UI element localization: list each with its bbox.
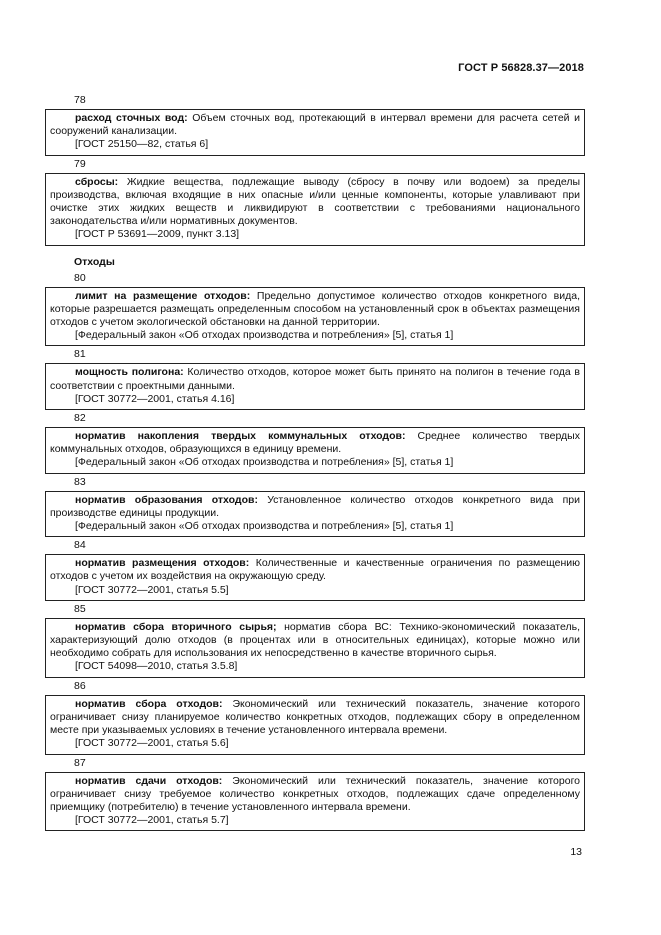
term-number: 84: [74, 539, 86, 552]
term-definition: Экономический или технический показатель, значение которого ограничивает снизу требуемое количество конкретных отходов, подлежащих сдаче определенному приемщику (потребителю) в течение установленного интервала времени.: [50, 774, 581, 813]
term-entry: [45, 363, 585, 410]
term-number: 79: [74, 157, 86, 170]
term-name: норматив сдачи отходов:: [75, 774, 223, 787]
term-number: 82: [74, 412, 86, 425]
term-name: мощность полигона:: [75, 366, 184, 379]
term-definition: Объем сточных вод, протекающий в интервал времени для расчета сетей и сооружений канализации.: [50, 112, 580, 138]
term-source: [ГОСТ 30772—2001, статья 5.7]: [75, 814, 229, 827]
term-definition: Предельно допустимое количество отходов конкретного вида, которые разрешается размещать определенным способом на установленный срок в объектах размещения отходов с учетом экологической обстановки на данной территории.: [50, 289, 581, 329]
term-number: 86: [74, 679, 86, 692]
term-definition: норматив сбора ВС: Технико-экономический показатель, характеризующий долю отходов (в процентах или в относительных единицах), которые можно или необходимо собрать для использования их непосредственно в качестве вторичного сырья.: [50, 620, 580, 660]
terms-content: [45, 92, 585, 831]
term-entry: [45, 695, 585, 755]
term-name: сбросы:: [75, 175, 119, 188]
term-name: лимит на размещение отходов:: [75, 289, 251, 302]
term-source: [Федеральный закон «Об отходах производства и потребления» [5], статья 1]: [75, 520, 454, 533]
term-source: [ГОСТ Р 53691—2009, пункт 3.13]: [75, 228, 240, 241]
term-entry: [45, 427, 585, 474]
term-definition: Жидкие вещества, подлежащие выводу (сбросу в почву или водоем) за пределы производства, включая входящие в них опасные и/или ценные компоненты, которые улавливают при очистке этих жидких веществ и ликвидируют в соответствии с требованиями национального законодательства и/или нормативных документов.: [50, 175, 580, 228]
term-number: 80: [74, 271, 86, 284]
term-entry: [45, 491, 585, 538]
term-entry: [45, 554, 585, 601]
term-source: [Федеральный закон «Об отходах производства и потребления» [5], статья 1]: [75, 456, 454, 469]
term-name: норматив размещения отходов:: [75, 557, 250, 570]
term-source: [ГОСТ 54098—2010, статья 3.5.8]: [75, 660, 238, 673]
term-name: норматив образования отходов:: [75, 493, 258, 506]
term-number: 87: [74, 756, 86, 769]
term-definition: Установленное количество отходов конкретного вида при производстве единицы продукции.: [50, 493, 581, 519]
term-entry: [45, 287, 585, 347]
term-name: расход сточных вод:: [75, 112, 188, 124]
term-name: норматив накопления твердых коммунальных отходов:: [75, 430, 406, 443]
term-name: норматив сбора вторичного сырья;: [75, 620, 277, 633]
section-title: Отходы: [74, 255, 115, 268]
document-id: ГОСТ Р 56828.37—2018: [458, 62, 584, 74]
term-source: [ГОСТ 25150—82, статья 6]: [75, 138, 209, 151]
term-name: норматив сбора отходов:: [75, 697, 223, 710]
term-definition: Среднее количество твердых коммунальных отходов, образующихся в единицу времени.: [50, 430, 580, 456]
term-source: [ГОСТ 30772—2001, статья 5.6]: [75, 737, 229, 750]
term-entry: [45, 109, 585, 156]
term-number: 83: [74, 475, 86, 488]
term-definition: Количество отходов, которое может быть принято на полигон в течение года в соответствии с проектными данными.: [50, 366, 580, 392]
term-source: [ГОСТ 30772—2001, статья 5.5]: [75, 583, 229, 596]
terms-group-water: [45, 94, 585, 246]
term-entry: [45, 173, 585, 246]
page-number: 13: [570, 846, 582, 858]
term-source: [Федеральный закон «Об отходах производства и потребления» [5], статья 1]: [75, 329, 454, 342]
term-entry: [45, 772, 585, 832]
term-entry: [45, 618, 585, 678]
term-number: 78: [74, 94, 86, 106]
term-definition: Количественные и качественные ограничения по размещению отходов с учетом их воздействия на окружающую среду.: [50, 557, 580, 583]
term-number: 81: [74, 348, 86, 361]
term-definition: Экономический или технический показатель, значение которого ограничивает снизу планируемое количество конкретных отходов, подлежащих сбору в определенном месте при указываемых условиях в течение установленного интервала времени.: [50, 697, 581, 737]
term-number: 85: [74, 602, 86, 615]
terms-group-waste: [45, 272, 585, 832]
term-source: [ГОСТ 30772—2001, статья 4.16]: [75, 392, 235, 405]
